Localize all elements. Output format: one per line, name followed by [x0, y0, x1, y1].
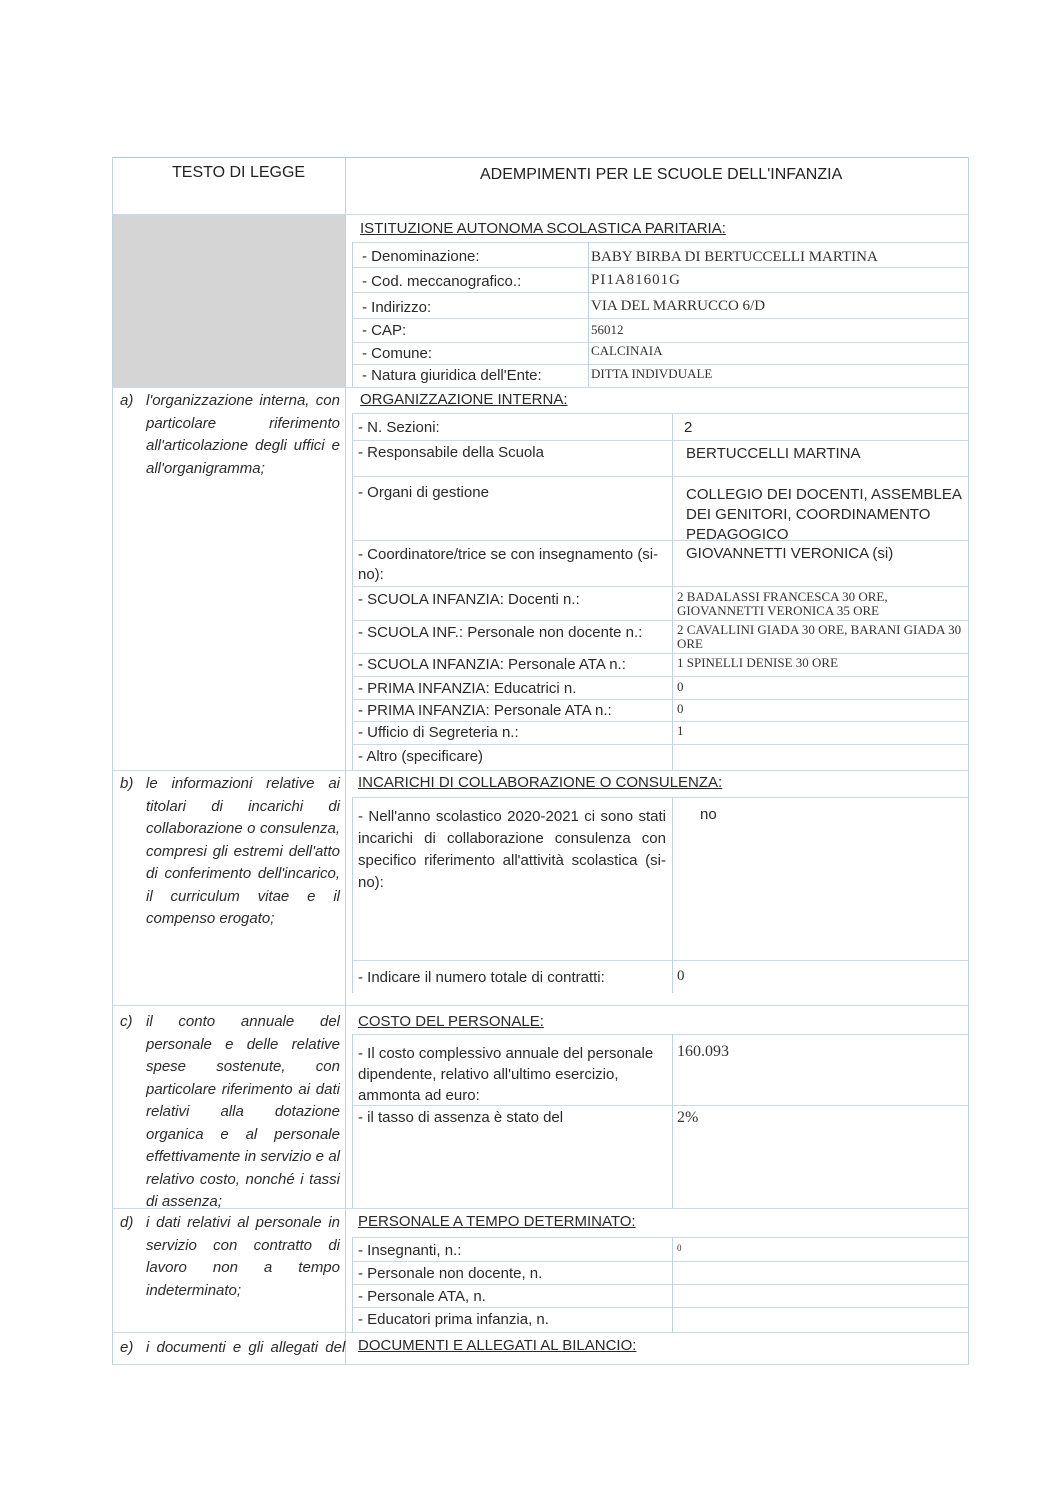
divider-c [112, 1005, 969, 1006]
istituzione-title: ISTITUZIONE AUTONOMA SCOLASTICA PARITARIA: [360, 220, 726, 237]
value-ata-infanzia: 1 SPINELLI DENISE 30 ORE [677, 655, 839, 670]
value-n-sezioni: 2 [684, 419, 693, 436]
value-insegnanti: 0 [677, 1243, 682, 1253]
label-n-sezioni: - N. Sezioni: [358, 419, 440, 436]
law-text-d: i dati relativi al personale in servizio con contratto di lavoro non a tempo indeterminato; [146, 1214, 340, 1299]
value-incarichi: no [700, 806, 717, 823]
letter-c: c) [120, 1013, 133, 1030]
law-text-b: le informazioni relative ai titolari di incarichi di collaborazione o consulenza, compresi gli estremi dell'atto di conferimento dell'incarico, il curriculum vitae e il compenso erogato; [146, 775, 340, 927]
value-natura-giuridica: DITTA INDIVDUALE [591, 366, 713, 381]
value-comune: CALCINAIA [591, 343, 663, 358]
label-cap: - CAP: [362, 322, 407, 339]
table-top-border [112, 157, 969, 158]
value-segreteria: 1 [677, 723, 684, 738]
row-line [352, 676, 968, 677]
label-costo-complessivo: - Il costo complessivo annuale del personale dipendente, relativo all'ultimo esercizio, ammonta ad euro: [358, 1045, 654, 1104]
label-comune: - Comune: [362, 345, 433, 362]
label-indirizzo: - Indirizzo: [362, 299, 432, 316]
row-line [352, 242, 968, 243]
row-line [352, 620, 968, 621]
label-organi-gestione: - Organi di gestione [358, 484, 489, 501]
col-line [352, 242, 353, 387]
letter-e: e) [120, 1339, 134, 1356]
row-line [352, 476, 968, 477]
value-organi-gestione: COLLEGIO DEI DOCENTI, ASSEMBLEA DEI GENITORI, COORDINAMENTO PEDAGOGICO [686, 486, 962, 543]
header-testo-di-legge: TESTO DI LEGGE [172, 164, 306, 181]
label-tasso-assenza: - il tasso di assenza è stato del [358, 1109, 564, 1126]
value-educatrici: 0 [677, 679, 684, 694]
label-insegnanti: - Insegnanti, n.: [358, 1242, 462, 1259]
label-numero-contratti: - Indicare il numero totale di contratti: [358, 969, 605, 986]
label-personale-non-docente: - Personale non docente, n. [358, 1265, 543, 1282]
value-non-docente: 2 CAVALLINI GIADA 30 ORE, BARANI GIADA 30 ORE [677, 622, 962, 651]
col-line [672, 797, 673, 993]
row-line [352, 653, 968, 654]
law-text-a: l'organizzazione interna, con particolare riferimento all'articolazione degli uffici e all'organigramma; [146, 392, 340, 477]
label-ata-prima-infanzia: - PRIMA INFANZIA: Personale ATA n.: [358, 702, 612, 719]
label-educatori: - Educatori prima infanzia, n. [358, 1311, 549, 1328]
label-coordinatore: - Coordinatore/trice se con insegnamento (si-no): [358, 546, 659, 583]
label-non-docente: - SCUOLA INF.: Personale non docente n.: [358, 624, 643, 641]
header-adempimenti: ADEMPIMENTI PER LE SCUOLE DELL'INFANZIA [480, 166, 843, 183]
row-line [352, 1284, 968, 1285]
shaded-cell [113, 215, 345, 387]
col-line [352, 797, 353, 993]
divider-a [112, 387, 969, 388]
table-right-border [968, 157, 969, 1365]
value-numero-contratti: 0 [677, 968, 685, 984]
costo-title: COSTO DEL PERSONALE: [358, 1013, 544, 1030]
col-line [672, 413, 673, 770]
row-line [352, 797, 968, 798]
col-line [672, 1034, 673, 1208]
label-cod-meccanografico: - Cod. meccanografico.: [362, 273, 522, 290]
row-line [352, 721, 968, 722]
divider-b [112, 770, 969, 771]
value-responsabile: BERTUCCELLI MARTINA [686, 445, 861, 462]
value-docenti: 2 BADALASSI FRANCESCA 30 ORE, GIOVANNETTI VERONICA 35 ORE [677, 589, 888, 618]
label-docenti: - SCUOLA INFANZIA: Docenti n.: [358, 591, 580, 608]
row-line [352, 744, 968, 745]
column-divider [345, 157, 346, 1365]
label-responsabile: - Responsabile della Scuola [358, 444, 544, 461]
value-cap: 56012 [591, 322, 624, 337]
letter-a: a) [120, 392, 134, 409]
row-line [352, 1237, 968, 1238]
label-ata-infanzia: - SCUOLA INFANZIA: Personale ATA n.: [358, 656, 626, 673]
row-line [352, 1307, 968, 1308]
value-tasso-assenza: 2% [677, 1109, 699, 1126]
law-text-e: i documenti e gli allegati del [146, 1339, 346, 1356]
value-costo-complessivo: 160.093 [677, 1043, 729, 1060]
row-line [352, 1034, 968, 1035]
organizzazione-title: ORGANIZZAZIONE INTERNA: [360, 391, 568, 408]
value-coordinatore: GIOVANNETTI VERONICA (si) [686, 545, 894, 562]
col-line [352, 1237, 353, 1332]
col-line [588, 242, 589, 387]
value-denominazione: BABY BIRBA DI BERTUCCELLI MARTINA [591, 249, 878, 265]
letter-d: d) [120, 1214, 134, 1231]
col-line [352, 1034, 353, 1208]
row-line [352, 292, 968, 293]
row-line [352, 586, 968, 587]
label-educatrici: - PRIMA INFANZIA: Educatrici n. [358, 680, 577, 697]
label-natura-giuridica: - Natura giuridica dell'Ente: [362, 367, 542, 384]
row-line [352, 440, 968, 441]
row-line [352, 960, 968, 961]
row-line [352, 318, 968, 319]
incarichi-title: INCARICHI DI COLLABORAZIONE O CONSULENZA: [358, 774, 723, 791]
label-incarichi: - Nell'anno scolastico 2020-2021 ci sono stati incarichi di collaborazione consulenza con specifico riferimento all'attività scolastica (si-no): [358, 808, 666, 891]
law-text-c: il conto annuale del personale e delle relative spese sostenute, con particolare riferimento ai dati relativi alla dotazione organica e al personale effettivamente in servizio e al relativo costo, nonché i tassi di assenza; [146, 1013, 340, 1210]
value-cod-meccanografico: PI1A81601G [591, 272, 682, 288]
value-indirizzo: VIA DEL MARRUCCO 6/D [591, 298, 766, 314]
label-altro: - Altro (specificare) [358, 748, 484, 765]
label-denominazione: - Denominazione: [362, 248, 480, 265]
row-line [352, 1261, 968, 1262]
col-line [672, 1237, 673, 1332]
letter-b: b) [120, 775, 134, 792]
row-line [352, 267, 968, 268]
col-line [352, 413, 353, 770]
row-line [352, 364, 968, 365]
label-segreteria: - Ufficio di Segreteria n.: [358, 724, 519, 741]
row-line [352, 699, 968, 700]
table-bottom-border [112, 1364, 969, 1365]
divider-e [112, 1332, 969, 1333]
value-ata-prima-infanzia: 0 [677, 701, 684, 716]
tempo-determinato-title: PERSONALE A TEMPO DETERMINATO: [358, 1213, 636, 1230]
documenti-title: DOCUMENTI E ALLEGATI AL BILANCIO: [358, 1337, 637, 1354]
label-personale-ata: - Personale ATA, n. [358, 1288, 486, 1305]
row-line [352, 413, 968, 414]
